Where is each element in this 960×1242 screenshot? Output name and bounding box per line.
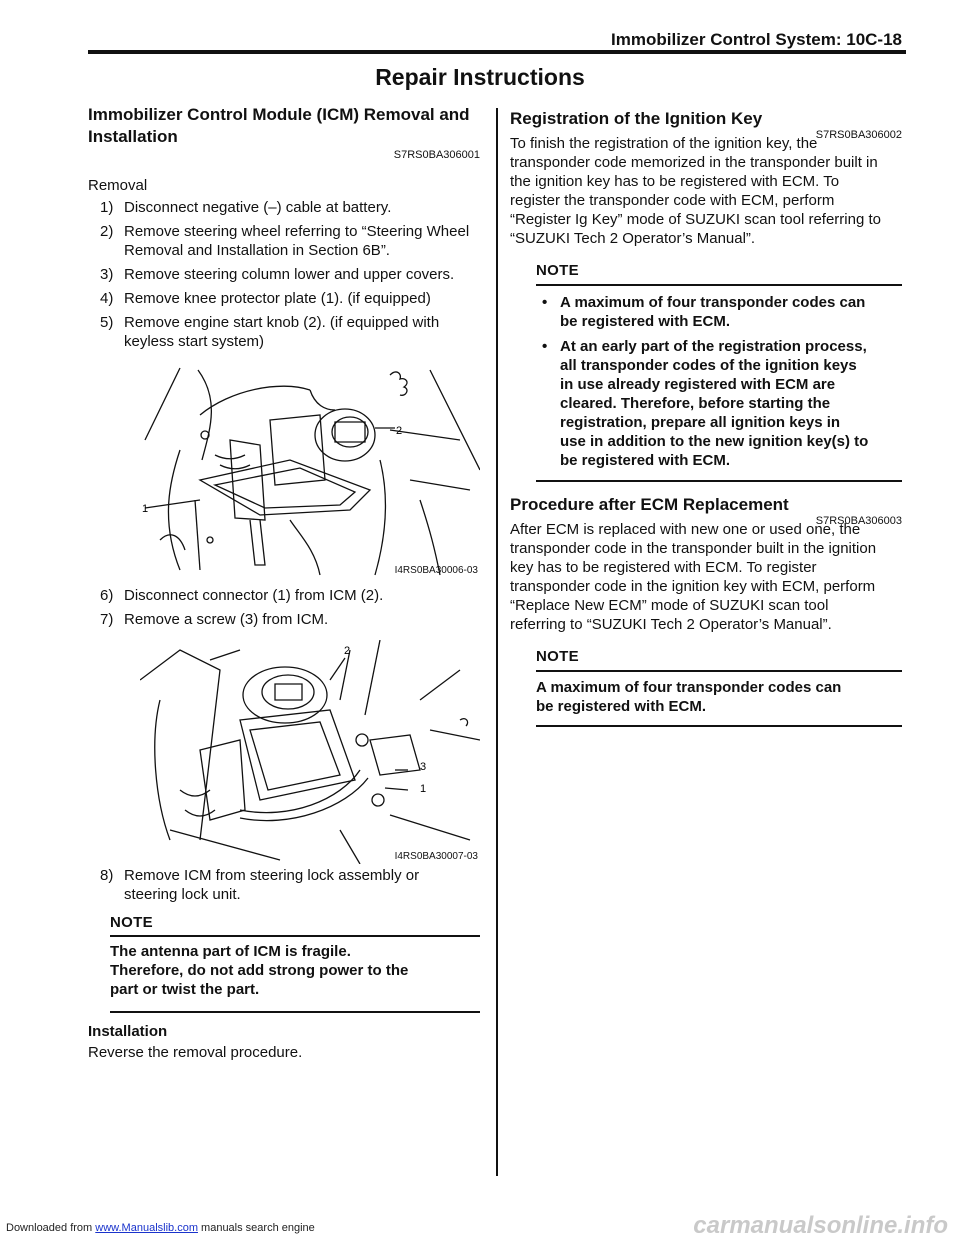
column-divider — [496, 108, 498, 1176]
knee-protector-illustration — [140, 360, 480, 580]
note-line: be registered with ECM. — [536, 698, 707, 715]
registration-note — [536, 262, 902, 482]
header-rule — [88, 50, 906, 54]
fig2-callout-2: 2 — [344, 645, 351, 657]
registration-code: S7RS0BA306002 — [815, 129, 902, 141]
step-6: 6) Disconnect connector (1) from ICM (2). — [100, 587, 384, 604]
figure-icm-removal — [140, 640, 480, 864]
download-footer: Downloaded from www.Manualslib.com manuals search engine — [6, 1222, 315, 1234]
fig1-code: I4RS0BA30006-03 — [394, 565, 478, 576]
fig2-callout-1: 1 — [420, 783, 427, 795]
note-bullet: • At an early part of the registration process, all transponder codes of the ignition keys in use already registered with ECM are cleared. Therefore, before starting the registration, prepare all ignition keys in use in addition to the new ignition key(s) to be registered with ECM. — [542, 338, 869, 469]
ecm-replacement-body: After ECM is replaced with new one or used one, the transponder code in the transponder built in the ignition key has to be registered with ECM. To register transponder code in the ignition key with ECM, perform “Replace New ECM” mode of SUZUKI scan tool referring to “SUZUKI Tech 2 Operator’s Manual”. — [510, 521, 877, 633]
removal-label: Removal — [88, 177, 148, 194]
left-note — [110, 914, 480, 1013]
note-bullet: • A maximum of four transponder codes can be registered with ECM. — [542, 294, 866, 330]
left-heading-line1: Immobilizer Control Module (ICM) Removal and — [88, 105, 470, 124]
note-rule-top — [536, 284, 902, 286]
fig1-callout-1: 1 — [142, 503, 149, 515]
ecm-replacement-code: S7RS0BA306003 — [815, 515, 902, 527]
running-header: Immobilizer Control System: 10C-18 — [611, 30, 902, 49]
step-2: 2) Remove steering wheel referring to “Steering Wheel Removal and Installation in Section 6B”. — [100, 223, 470, 259]
removal-steps-b — [100, 586, 480, 629]
left-section-heading — [88, 104, 480, 161]
note-rule-top — [536, 670, 902, 672]
left-heading-line2: Installation — [88, 127, 178, 146]
note-rule-top — [110, 935, 480, 937]
page-title: Repair Instructions — [375, 64, 585, 90]
note-rule-bottom — [536, 725, 902, 727]
figure-knee-protector — [140, 360, 480, 580]
installation-label: Installation — [88, 1023, 168, 1040]
registration-heading: Registration of the Ignition Key S7RS0BA306002 — [510, 108, 902, 130]
note-label: NOTE — [110, 914, 153, 931]
note-line: part or twist the part. — [110, 981, 260, 998]
icm-illustration — [140, 640, 480, 864]
note-line: The antenna part of ICM is fragile. — [110, 943, 351, 960]
step-1: 1) Disconnect negative (–) cable at battery. — [100, 199, 392, 216]
manualslib-link[interactable]: www.Manualslib.com — [95, 1222, 198, 1234]
left-section-code: S7RS0BA306001 — [393, 149, 480, 161]
step-5: 5) Remove engine start knob (2). (if equipped with keyless start system) — [100, 314, 440, 350]
installation-text: Reverse the removal procedure. — [88, 1044, 303, 1061]
note-line: Therefore, do not add strong power to the — [110, 962, 409, 979]
note-line: A maximum of four transponder codes can — [536, 679, 842, 696]
note-rule-bottom — [110, 1011, 480, 1013]
fig2-code: I4RS0BA30007-03 — [394, 851, 478, 862]
note-label: NOTE — [536, 262, 579, 279]
registration-body: To finish the registration of the ignition key, the transponder code memorized in the transponder built in the ignition key has to be registered with ECM. To register the transponder code with ECM, perform “Register Ig Key” mode of SUZUKI scan tool referring to “SUZUKI Tech 2 Operator’s Manual”. — [510, 135, 881, 247]
note-label: NOTE — [536, 648, 579, 665]
step-3: 3) Remove steering column lower and upper covers. — [100, 266, 455, 283]
note-rule-bottom — [536, 480, 902, 482]
ecm-note — [536, 648, 902, 727]
ecm-replacement-heading: Procedure after ECM Replacement S7RS0BA306003 — [510, 494, 902, 516]
step-4: 4) Remove knee protector plate (1). (if equipped) — [100, 290, 431, 307]
step-8: 8) Remove ICM from steering lock assembly or steering lock unit. — [100, 867, 420, 903]
fig2-callout-3: 3 — [420, 761, 427, 773]
removal-steps-a — [100, 198, 480, 351]
watermark: carmanualsonline.info — [693, 1212, 948, 1239]
step-7: 7) Remove a screw (3) from ICM. — [100, 611, 329, 628]
fig1-callout-2: 2 — [396, 425, 403, 437]
